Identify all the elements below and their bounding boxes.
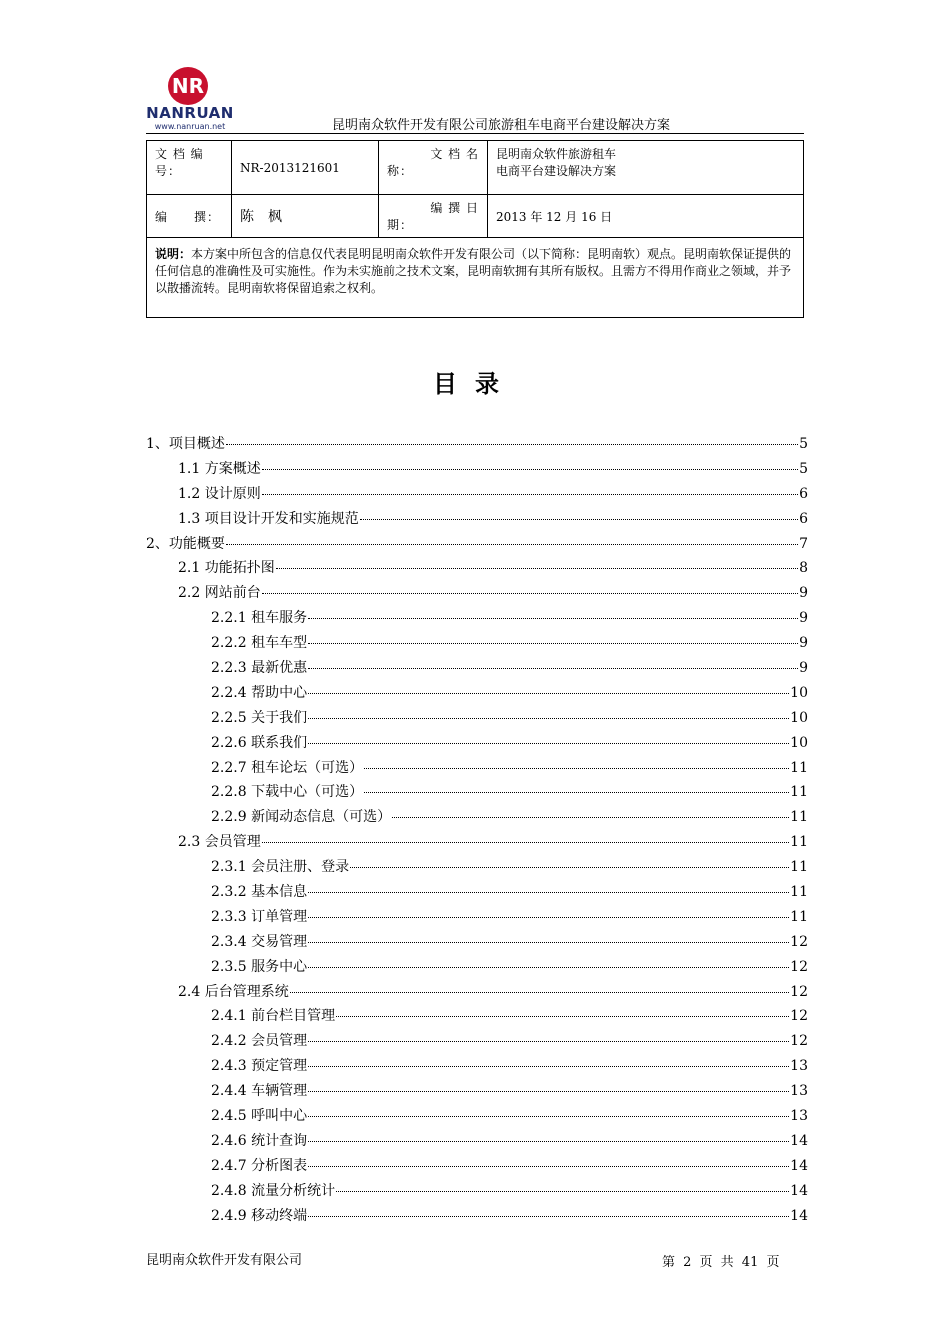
toc-entry-page: 11 [790,834,808,851]
disclaimer-note [147,238,804,318]
toc-leader-dots [308,1091,789,1092]
toc-entry-page: 13 [790,1083,808,1100]
doc-name-value: 昆明南众软件旅游租车 电商平台建设解决方案 [488,141,804,195]
doc-no-value: NR-2013121601 [232,141,379,195]
toc-entry-page: 10 [790,709,808,726]
toc-leader-dots [308,942,789,943]
toc-entry-text: 2.2.9 新闻动态信息（可选） [211,809,392,826]
toc-entry-page: 9 [799,610,808,627]
toc-entry-text: 1、项目概述 [146,436,225,452]
toc-leader-dots [336,1191,789,1192]
toc-leader-dots [308,643,798,644]
toc-entry[interactable] [146,557,808,582]
header-divider [146,133,804,134]
toc-entry-text: 2.2.1 租车服务 [211,610,308,627]
toc-entry-page: 14 [790,1157,808,1174]
toc-entry[interactable] [146,1155,808,1180]
logo-initials: NR [171,74,205,98]
toc-entry-text: 2.2.4 帮助中心 [211,684,308,701]
toc-entry-text: 2.4.5 呼叫中心 [211,1108,308,1125]
toc-leader-dots [226,444,798,445]
toc-entry[interactable] [146,607,808,632]
toc-entry[interactable] [146,1180,808,1205]
toc-entry-text: 2.2.6 联系我们 [211,734,308,751]
toc-leader-dots [308,718,789,719]
toc-entry-page: 11 [790,859,808,876]
toc-entry-page: 8 [799,560,808,577]
toc-leader-dots [308,618,798,619]
toc-entry-text: 2.4.9 移动终端 [211,1207,308,1224]
toc-entry-page: 6 [799,485,808,502]
toc-entry[interactable] [146,806,808,831]
toc-entry[interactable] [146,682,808,707]
toc-leader-dots [392,817,789,818]
nr-logo-icon [162,66,214,106]
toc-entry-page: 12 [790,933,808,950]
toc-entry[interactable] [146,483,808,508]
toc-entry-page: 11 [790,809,808,826]
footer-page-info: 第 2 页 共 41 页 [662,1255,780,1270]
toc-entry-page: 7 [799,535,808,552]
toc-entry-page: 11 [790,908,808,925]
document-info-table [146,140,804,318]
date-value: 2013 年 12 月 16 日 [488,195,804,238]
toc-leader-dots [308,1066,789,1067]
toc-entry[interactable] [146,1205,808,1230]
toc-entry-page: 11 [790,759,808,776]
toc-entry[interactable] [146,1030,808,1055]
author-value: 陈 枫 [232,195,379,238]
toc-entry[interactable] [146,1080,808,1105]
toc-leader-dots [262,469,798,470]
toc-entry-page: 9 [799,585,808,602]
toc-leader-dots [308,1041,789,1042]
toc-entry-text: 2.3.5 服务中心 [211,958,308,975]
toc-entry[interactable] [146,856,808,881]
toc-entry-page: 9 [799,660,808,677]
toc-entry-text: 2.2.5 关于我们 [211,709,308,726]
header-title: 昆明南众软件开发有限公司旅游租车电商平台建设解决方案 [332,118,671,133]
footer-company: 昆明南众软件开发有限公司 [146,1253,303,1268]
toc-entry-text: 1.3 项目设计开发和实施规范 [178,510,359,527]
toc-entry[interactable] [146,732,808,757]
toc-entry-text: 2.3.3 订单管理 [211,908,308,925]
note-text: 本方案中所包含的信息仅代表昆明昆明南众软件开发有限公司（以下简称：昆明南软）观点。昆明南软保证提供的任何信息的准确性及可实施性。作为未实施前之技术文案，昆明南软拥有其所有版权。且需方不得用作商业之领域，并予以散播流转。昆明南软将保留追索之权利。 [155,247,792,295]
toc-entry-text: 2.4.4 车辆管理 [211,1083,308,1100]
toc-leader-dots [350,867,789,868]
toc-entry[interactable] [146,981,808,1006]
toc-entry[interactable] [146,582,808,607]
toc-leader-dots [336,1016,789,1017]
toc-entry[interactable] [146,707,808,732]
toc-entry[interactable] [146,906,808,931]
toc-entry-text: 2、功能概要 [146,535,225,552]
table-of-contents [146,433,808,1230]
toc-entry-text: 2.4.2 会员管理 [211,1033,308,1050]
toc-leader-dots [226,544,798,545]
toc-entry-page: 13 [790,1108,808,1125]
toc-entry-page: 13 [790,1058,808,1075]
toc-entry-page: 14 [790,1207,808,1224]
toc-entry-text: 2.1 功能拓扑图 [178,560,275,577]
toc-leader-dots [276,568,798,569]
toc-entry-text: 2.4 后台管理系统 [178,983,289,1000]
toc-entry[interactable] [146,433,808,458]
toc-entry-page: 14 [790,1182,808,1199]
toc-entry-page: 11 [790,784,808,801]
toc-entry[interactable] [146,956,808,981]
toc-entry-page: 12 [790,983,808,1000]
toc-entry[interactable] [146,508,808,533]
toc-entry[interactable] [146,1130,808,1155]
logo-wordmark: NANRUAN [146,104,234,122]
logo-url: www.nanruan.net [154,122,226,131]
toc-entry-page: 11 [790,884,808,901]
toc-entry[interactable] [146,657,808,682]
toc-entry-text: 2.2.3 最新优惠 [211,660,308,677]
toc-entry[interactable] [146,757,808,782]
toc-entry-text: 2.4.1 前台栏目管理 [211,1008,336,1025]
toc-entry-text: 1.2 设计原则 [178,485,261,502]
company-logo [140,66,240,132]
toc-leader-dots [308,892,789,893]
doc-name-label: 文 档 名 称： [379,141,488,195]
toc-entry-page: 12 [790,1008,808,1025]
toc-entry-text: 2.4.3 预定管理 [211,1058,308,1075]
toc-entry-text: 2.2.7 租车论坛（可选） [211,759,364,776]
toc-entry-page: 12 [790,958,808,975]
toc-entry-page: 10 [790,684,808,701]
toc-entry[interactable] [146,632,808,657]
toc-entry-text: 2.2.2 租车车型 [211,635,308,652]
toc-entry-page: 5 [799,460,808,477]
toc-entry-page: 6 [799,510,808,527]
toc-entry-page: 5 [799,436,808,452]
toc-entry[interactable] [146,931,808,956]
toc-leader-dots [308,693,789,694]
toc-entry-text: 2.2.8 下载中心（可选） [211,784,364,801]
toc-entry-page: 12 [790,1033,808,1050]
toc-leader-dots [308,1116,789,1117]
toc-entry-text: 2.3 会员管理 [178,834,261,851]
toc-entry[interactable] [146,533,808,558]
toc-entry-text: 2.3.2 基本信息 [211,884,308,901]
toc-leader-dots [290,992,789,993]
toc-leader-dots [364,792,789,793]
toc-entry-text: 2.4.7 分析图表 [211,1157,308,1174]
toc-entry[interactable] [146,1005,808,1030]
toc-leader-dots [308,743,789,744]
toc-entry-page: 10 [790,734,808,751]
toc-entry[interactable] [146,831,808,856]
doc-no-label: 文 档 编 号： [147,141,232,195]
toc-entry[interactable] [146,1055,808,1080]
toc-leader-dots [262,593,798,594]
toc-entry-text: 2.2 网站前台 [178,585,261,602]
toc-entry[interactable] [146,881,808,906]
toc-entry[interactable] [146,1105,808,1130]
toc-entry[interactable] [146,458,808,483]
toc-entry-page: 9 [799,635,808,652]
toc-leader-dots [262,842,789,843]
toc-leader-dots [308,668,798,669]
toc-title: 目录 [433,369,517,398]
toc-entry-text: 1.1 方案概述 [178,460,261,477]
toc-entry[interactable] [146,781,808,806]
toc-entry-text: 2.4.6 统计查询 [211,1132,308,1149]
toc-entry-text: 2.3.1 会员注册、登录 [211,859,350,876]
toc-leader-dots [262,494,798,495]
toc-entry-text: 2.4.8 流量分析统计 [211,1182,336,1199]
toc-entry-page: 14 [790,1132,808,1149]
author-label: 编 撰： [147,195,232,238]
toc-leader-dots [308,1166,789,1167]
toc-leader-dots [308,967,789,968]
note-label: 说明： [155,247,192,261]
toc-leader-dots [308,1216,789,1217]
toc-leader-dots [308,917,789,918]
toc-entry-text: 2.3.4 交易管理 [211,933,308,950]
toc-leader-dots [360,519,798,520]
toc-leader-dots [308,1141,789,1142]
toc-leader-dots [364,768,789,769]
date-label: 编 撰 日 期： [379,195,488,238]
